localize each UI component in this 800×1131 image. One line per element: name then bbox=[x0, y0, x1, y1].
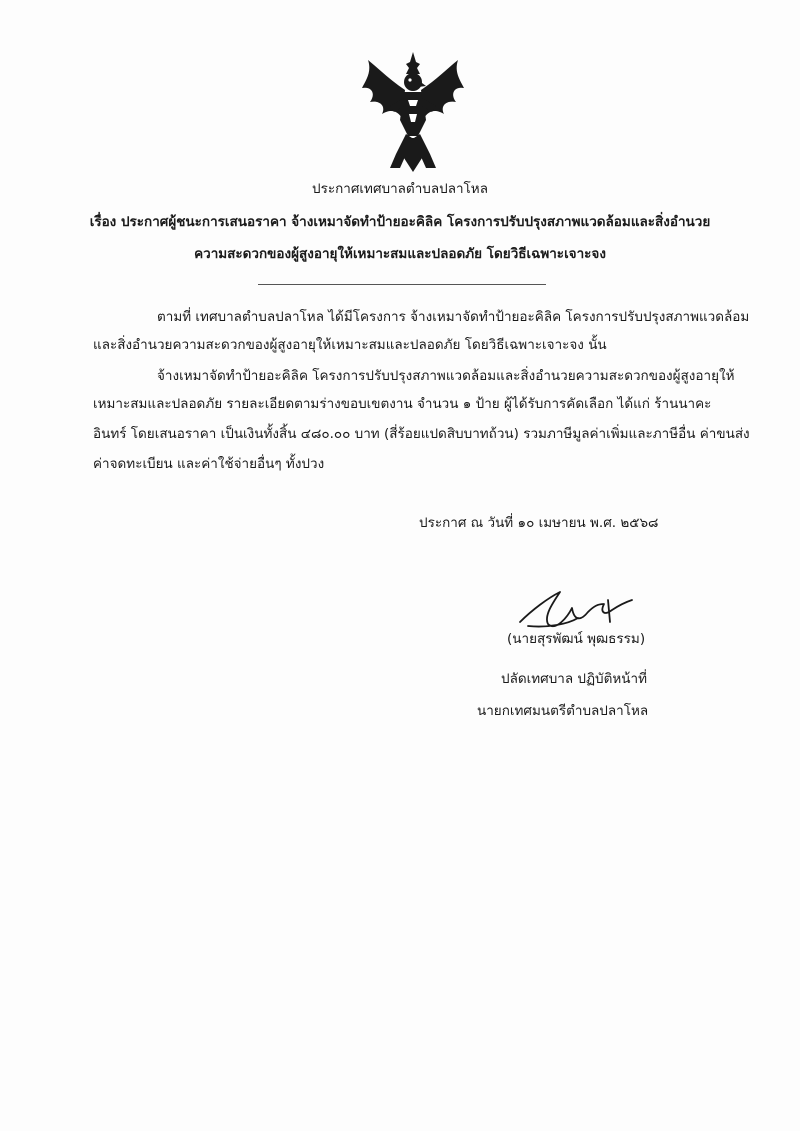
paragraph-2-line-3: อินทร์ โดยเสนอราคา เป็นเงินทั้งสิ้น ๔๘๐.๐๐ บาท (สี่ร้อยแปดสิบบาทถ้วน) รวมภาษีมูลค่าเพิ่มและภาษีอื่น ค่าขนส่ง bbox=[93, 426, 750, 442]
subject-line-1: เรื่อง ประกาศผู้ชนะการเสนอราคา จ้างเหมาจัดทำป้ายอะคิลิค โครงการปรับปรุงสภาพแวดล้อมและสิ่งอำนวย bbox=[89, 214, 711, 230]
heading-divider bbox=[258, 284, 546, 285]
signer-name: (นายสุรพัฒน์ พุฒธรรม) bbox=[507, 631, 646, 647]
garuda-emblem-icon bbox=[360, 50, 466, 174]
signer-position-2: นายกเทศมนตรีตำบลปลาโหล bbox=[477, 703, 649, 719]
paragraph-1-line-1: ตามที่ เทศบาลตำบลปลาโหล ได้มีโครงการ จ้างเหมาจัดทำป้ายอะคิลิค โครงการปรับปรุงสภาพแวดล้อม bbox=[157, 309, 750, 325]
paragraph-2-line-1: จ้างเหมาจัดทำป้ายอะคิลิค โครงการปรับปรุงสภาพแวดล้อมและสิ่งอำนวยความสะดวกของผู้สูงอายุให้ bbox=[157, 368, 735, 384]
announcer-title: ประกาศเทศบาลตำบลปลาโหล bbox=[312, 181, 488, 197]
paragraph-2-line-4: ค่าจดทะเบียน และค่าใช้จ่ายอื่นๆ ทั้งปวง bbox=[93, 456, 325, 472]
paragraph-2-line-2: เหมาะสมและปลอดภัย รายละเอียดตามร่างขอบเขตงาน จำนวน ๑ ป้าย ผู้ได้รับการคัดเลือก ได้แก่ ร้านนาคะ bbox=[93, 396, 712, 412]
paragraph-1-line-2: และสิ่งอำนวยความสะดวกของผู้สูงอายุให้เหมาะสมและปลอดภัย โดยวิธีเฉพาะเจาะจง นั้น bbox=[93, 337, 607, 353]
signer-position-1: ปลัดเทศบาล ปฏิบัติหน้าที่ bbox=[501, 671, 647, 687]
announce-date: ประกาศ ณ วันที่ ๑๐ เมษายน พ.ศ. ๒๕๖๘ bbox=[419, 515, 659, 531]
subject-line-2: ความสะดวกของผู้สูงอายุให้เหมาะสมและปลอดภัย โดยวิธีเฉพาะเจาะจง bbox=[194, 246, 606, 262]
